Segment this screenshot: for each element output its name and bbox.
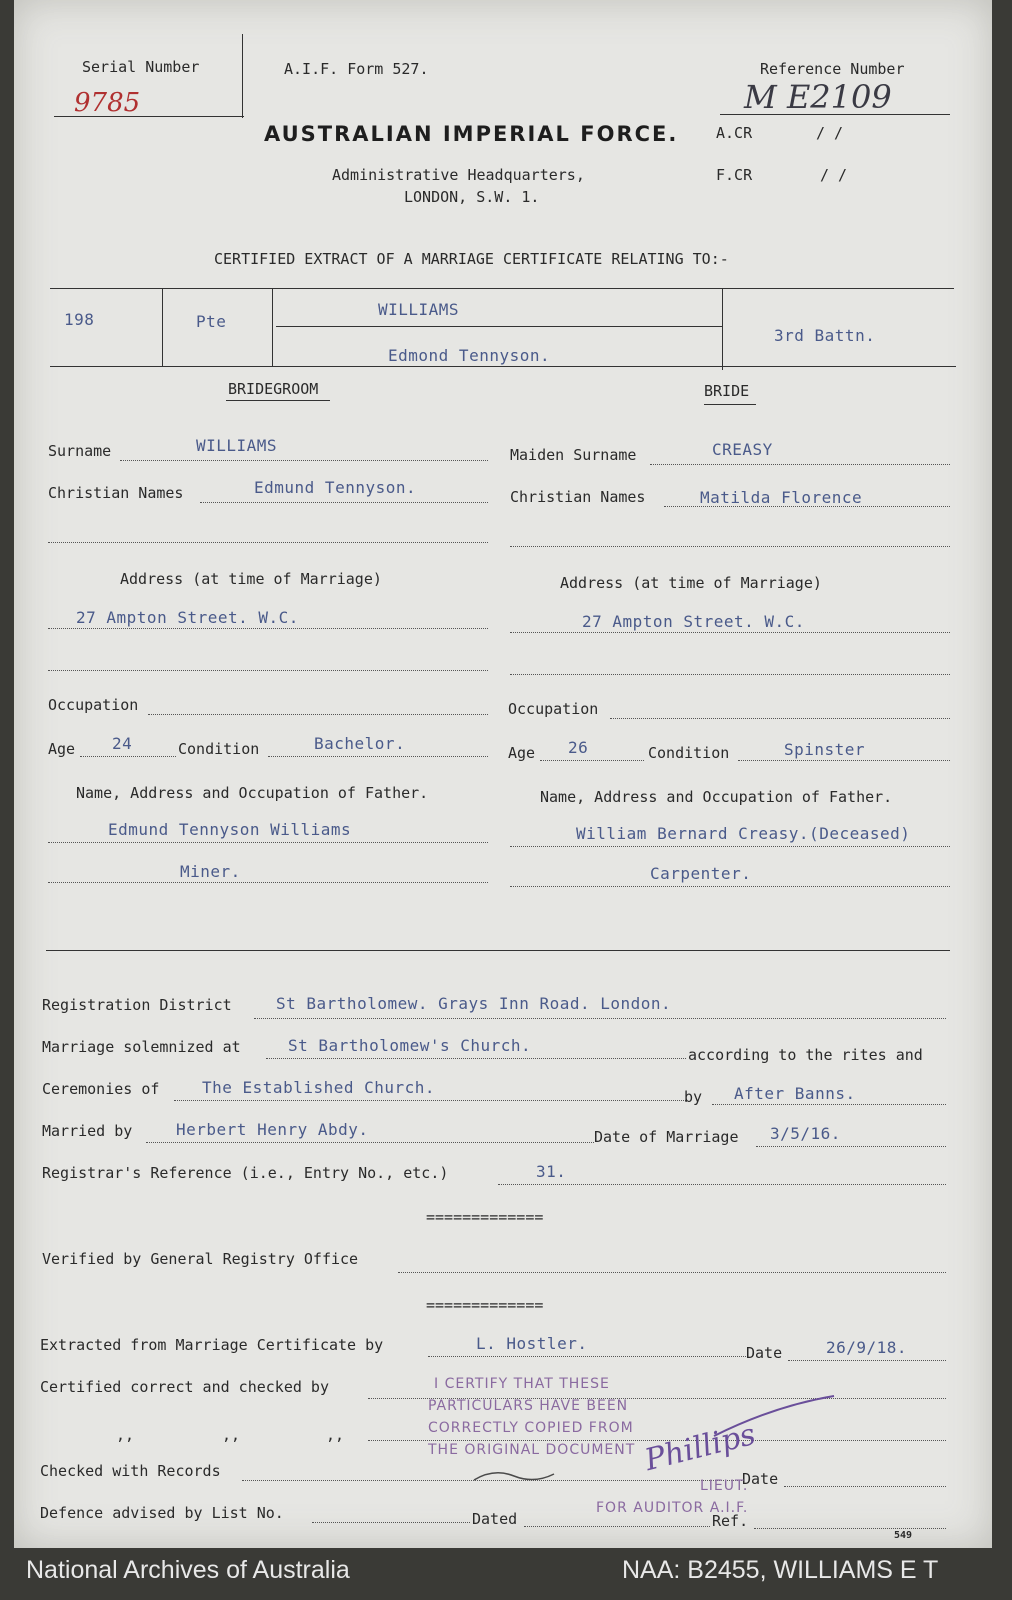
- extracted-date: 26/9/18.: [826, 1338, 908, 1357]
- defence-line: [312, 1522, 470, 1523]
- bride-address-label: Address (at time of Marriage): [560, 574, 822, 592]
- bride-christian-label: Christian Names: [510, 488, 646, 506]
- bridegroom-underline: [226, 400, 330, 401]
- stamp-line3: CORRECTLY COPIED FROM: [428, 1420, 634, 1436]
- ceremonies-label: Ceremonies of: [42, 1080, 160, 1098]
- bride-occupation-line: [610, 718, 950, 719]
- bride-heading: BRIDE: [704, 382, 750, 400]
- registrar-ref: 31.: [536, 1162, 567, 1181]
- bride-father-line: [510, 846, 950, 847]
- ceremonies-line: [174, 1100, 686, 1101]
- groom-address-label: Address (at time of Marriage): [120, 570, 382, 588]
- extracted-by: L. Hostler.: [476, 1334, 588, 1353]
- form-id: A.I.F. Form 527.: [284, 60, 429, 78]
- stamp-line1: I CERTIFY THAT THESE: [434, 1376, 610, 1392]
- stamp-line5: LIEUT.: [700, 1478, 749, 1494]
- registrar-ref-line: [498, 1184, 946, 1185]
- hq-line2: LONDON, S.W. 1.: [404, 188, 540, 206]
- bride-father-occupation: Carpenter.: [650, 864, 752, 883]
- bride-address-line2: [510, 674, 950, 675]
- serial-box-right: [242, 34, 243, 118]
- certified-label: Certified correct and checked by: [40, 1378, 329, 1396]
- groom-address-line: [48, 628, 488, 629]
- groom-occupation-line: [148, 714, 488, 715]
- extracted-date-line: [788, 1360, 946, 1361]
- stamp-line4: THE ORIGINAL DOCUMENT: [428, 1442, 636, 1458]
- marriage-date: 3/5/16.: [770, 1124, 841, 1143]
- soldier-rank: Pte: [196, 312, 227, 331]
- table-name-divider: [276, 326, 722, 327]
- ditto-2: ,,: [222, 1426, 241, 1444]
- defence-label: Defence advised by List No.: [40, 1504, 284, 1522]
- checked-date-line: [784, 1486, 946, 1487]
- groom-surname: WILLIAMS: [196, 436, 278, 455]
- groom-age: 24: [112, 734, 133, 753]
- groom-age-line: [80, 756, 176, 757]
- groom-father-line2: [48, 882, 488, 883]
- bride-age-label: Age: [508, 744, 536, 762]
- groom-surname-line: [120, 460, 488, 461]
- by-label: by: [684, 1088, 703, 1106]
- dated-label: Dated: [472, 1510, 518, 1528]
- bride-condition-line: [738, 760, 950, 761]
- groom-christian-label: Christian Names: [48, 484, 184, 502]
- married-by: Herbert Henry Abdy.: [176, 1120, 369, 1139]
- print-code: 549: [894, 1530, 913, 1541]
- bride-christian: Matilda Florence: [700, 488, 863, 507]
- registrar-ref-label: Registrar's Reference (i.e., Entry No., etc.): [42, 1164, 449, 1182]
- stamp-line6: FOR AUDITOR A.I.F.: [596, 1500, 749, 1516]
- acr-slashes: / /: [816, 124, 844, 142]
- extracted-line: [428, 1356, 746, 1357]
- ditto-1: ,,: [116, 1426, 135, 1444]
- stamp-signature: Phillips: [641, 1416, 760, 1479]
- bride-age-line: [540, 760, 644, 761]
- verified-line: [398, 1272, 946, 1273]
- groom-address: 27 Ampton Street. W.C.: [76, 608, 299, 627]
- fcr-label: F.CR: [716, 166, 753, 184]
- separator-1: =============: [426, 1208, 544, 1226]
- bride-surname-label: Maiden Surname: [510, 446, 637, 464]
- checked-label: Checked with Records: [40, 1462, 221, 1480]
- bride-address: 27 Ampton Street. W.C.: [582, 612, 805, 631]
- bridegroom-heading: BRIDEGROOM: [228, 380, 319, 398]
- marriage-date-label: Date of Marriage: [594, 1128, 739, 1146]
- groom-condition-line: [268, 756, 488, 757]
- by-line: [712, 1104, 946, 1105]
- solemnized: St Bartholomew's Church.: [288, 1036, 532, 1055]
- serial-handwritten: 9785: [74, 88, 141, 118]
- checked-date-label: Date: [742, 1470, 779, 1488]
- soldier-unit: 3rd Battn.: [774, 326, 876, 345]
- bride-father-label: Name, Address and Occupation of Father.: [540, 788, 893, 806]
- bride-condition: Spinster: [784, 740, 866, 759]
- bride-age: 26: [568, 738, 589, 757]
- acr-label: A.CR: [716, 124, 753, 142]
- section-divider: [46, 950, 950, 951]
- table-divider-3: [722, 288, 723, 370]
- extracted-date-label: Date: [746, 1344, 783, 1362]
- ceremonies: The Established Church.: [202, 1078, 436, 1097]
- district-label: Registration District: [42, 996, 232, 1014]
- solemnized-label: Marriage solemnized at: [42, 1038, 241, 1056]
- rites-label: according to the rites and: [688, 1046, 923, 1064]
- reference-handwritten: M E2109: [744, 78, 892, 116]
- table-top-line: [50, 288, 954, 289]
- bride-address-line: [510, 632, 950, 633]
- bride-occupation-label: Occupation: [508, 700, 599, 718]
- bride-surname-line: [650, 464, 950, 465]
- groom-occupation-label: Occupation: [48, 696, 139, 714]
- defence-ref-label: Ref.: [712, 1512, 749, 1530]
- verified-label: Verified by General Registry Office: [42, 1250, 359, 1268]
- groom-father-occupation: Miner.: [180, 862, 241, 881]
- serial-box-bottom: [54, 116, 244, 117]
- fcr-slashes: / /: [820, 166, 848, 184]
- org-title: AUSTRALIAN IMPERIAL FORCE.: [264, 122, 679, 146]
- groom-condition-label: Condition: [178, 740, 260, 758]
- footer-reference: NAA: B2455, WILLIAMS E T: [622, 1556, 939, 1584]
- groom-christian-line: [200, 502, 488, 503]
- groom-age-label: Age: [48, 740, 76, 758]
- hq-line1: Administrative Headquarters,: [332, 166, 585, 184]
- by-value: After Banns.: [734, 1084, 856, 1103]
- groom-surname-label: Surname: [48, 442, 112, 460]
- separator-2: =============: [426, 1296, 544, 1314]
- soldier-surname: WILLIAMS: [378, 300, 460, 319]
- groom-father-line: [48, 842, 488, 843]
- bride-father-name: William Bernard Creasy.(Deceased): [576, 824, 911, 843]
- groom-address-line2: [48, 670, 488, 671]
- groom-extra-line: [48, 542, 488, 543]
- bride-father-line2: [510, 886, 950, 887]
- dated-line: [524, 1526, 710, 1527]
- married-by-label: Married by: [42, 1122, 133, 1140]
- reference-line: [720, 114, 950, 115]
- groom-father-name: Edmund Tennyson Williams: [108, 820, 352, 839]
- district-line: [254, 1018, 946, 1019]
- groom-christian: Edmund Tennyson.: [254, 478, 417, 497]
- table-bottom-line: [50, 366, 956, 367]
- ditto-3: ,,: [326, 1426, 345, 1444]
- stamp-line2: PARTICULARS HAVE BEEN: [428, 1398, 629, 1414]
- groom-condition: Bachelor.: [314, 734, 406, 753]
- table-divider-2: [272, 288, 273, 366]
- reference-label: Reference Number: [760, 60, 905, 78]
- married-by-line: [146, 1142, 594, 1143]
- solemnized-line: [266, 1058, 686, 1059]
- soldier-given-names: Edmond Tennyson.: [388, 346, 551, 365]
- serial-label: Serial Number: [82, 58, 200, 76]
- district: St Bartholomew. Grays Inn Road. London.: [276, 994, 672, 1013]
- bride-underline: [704, 404, 756, 405]
- soldier-number: 198: [64, 310, 95, 329]
- bride-extra-line: [510, 546, 950, 547]
- table-divider-1: [162, 288, 163, 366]
- form-sheet: [14, 0, 992, 1548]
- certificate-heading: CERTIFIED EXTRACT OF A MARRIAGE CERTIFICATE RELATING TO:-: [214, 250, 729, 268]
- bride-surname: CREASY: [712, 440, 773, 459]
- defence-ref-line: [754, 1528, 946, 1529]
- signature-strokes: [434, 1376, 854, 1486]
- footer-archive-name: National Archives of Australia: [26, 1556, 350, 1584]
- bride-condition-label: Condition: [648, 744, 730, 762]
- extracted-label: Extracted from Marriage Certificate by: [40, 1336, 384, 1354]
- marriage-date-line: [756, 1146, 946, 1147]
- groom-father-label: Name, Address and Occupation of Father.: [76, 784, 429, 802]
